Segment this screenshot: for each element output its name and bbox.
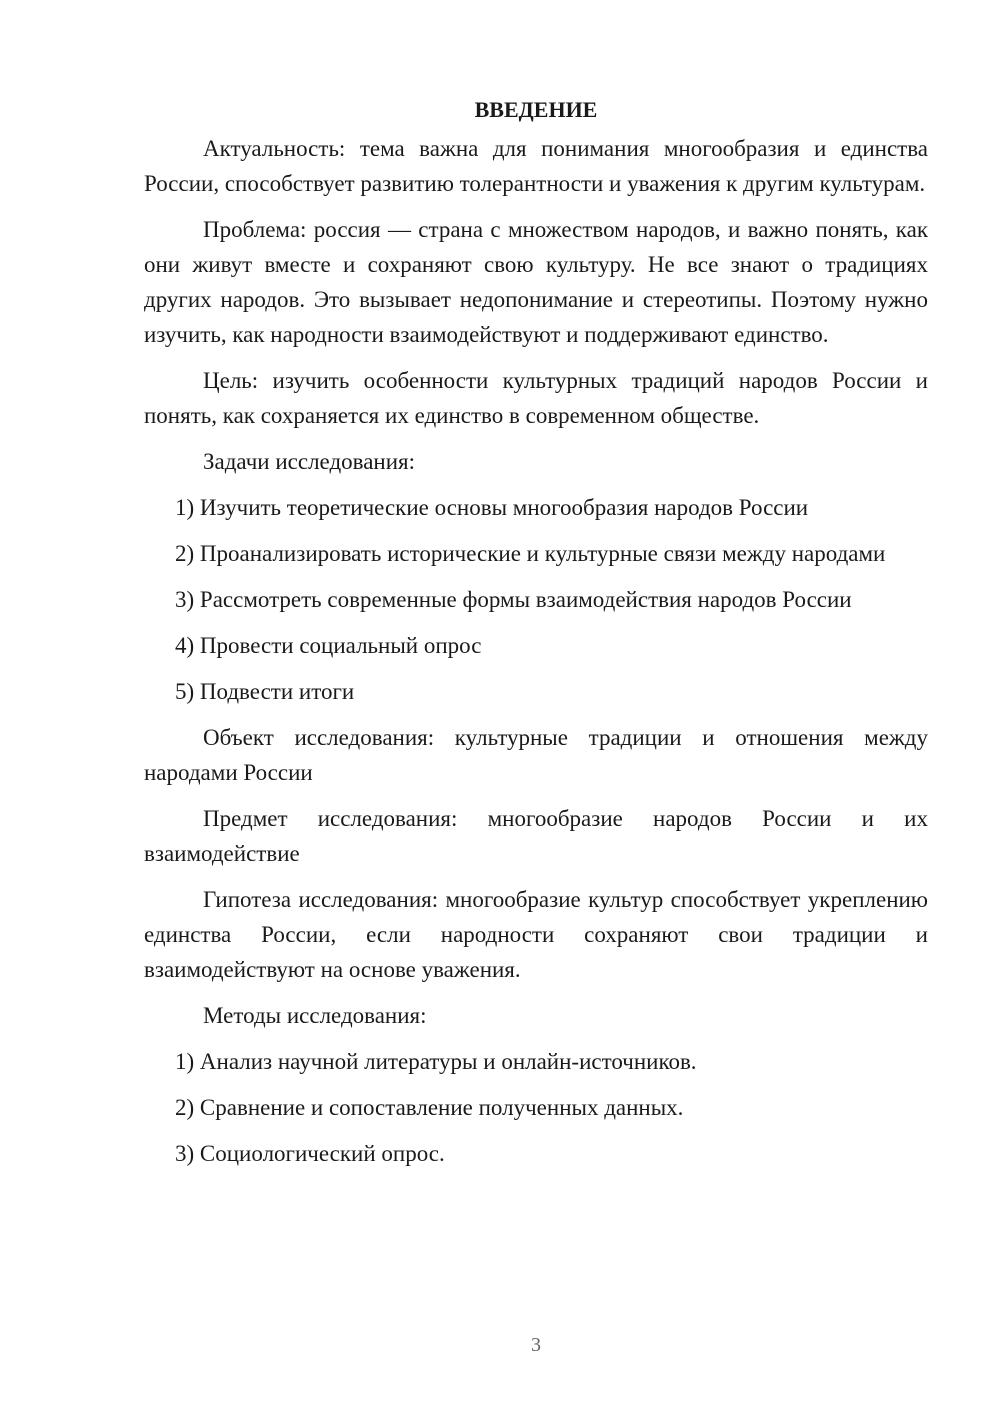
task-item-4: 4) Провести социальный опрос (175, 633, 482, 658)
hypothesis-paragraph: Гипотеза исследования: многообразие культур способствует укреплению единства России, если народности сохраняют свои традиции и взаимодействуют на основе уважения. (144, 887, 928, 982)
relevance-paragraph: Актуальность: тема важна для понимания многообразия и единства России, способствует развитию толерантности и уважения к другим культурам. (144, 136, 928, 196)
task-item-5: 5) Подвести итоги (175, 679, 355, 704)
object-paragraph: Объект исследования: культурные традиции и отношения между народами России (144, 725, 928, 785)
method-item-3: 3) Социологический опрос. (175, 1141, 445, 1166)
document-body (144, 92, 928, 1182)
task-item-3: 3) Рассмотреть современные формы взаимодействия народов России (175, 587, 852, 612)
page-number: 3 (531, 1334, 541, 1356)
subject-paragraph: Предмет исследования: многообразие народов России и их взаимодействие (144, 806, 928, 866)
goal-paragraph: Цель: изучить особенности культурных традиций народов России и понять, как сохраняется их единство в современном обществе. (144, 368, 928, 428)
methods-heading: Методы исследования: (203, 1003, 427, 1028)
method-item-2: 2) Сравнение и сопоставление полученных данных. (175, 1095, 684, 1120)
task-item-2: 2) Проанализировать исторические и культурные связи между народами (175, 541, 886, 566)
problem-paragraph: Проблема: россия — страна с множеством народов, и важно понять, как они живут вместе и сохраняют свою культуру. Не все знают о традициях других народов. Это вызывает недопонимание и стереотипы. Поэтому нужно изучить, как народности взаимодействуют и поддерживают единство. (144, 217, 928, 347)
task-item-1: 1) Изучить теоретические основы многообразия народов России (175, 495, 809, 520)
section-title: ВВЕДЕНИЕ (474, 97, 598, 122)
method-item-1: 1) Анализ научной литературы и онлайн-источников. (175, 1049, 697, 1074)
tasks-heading: Задачи исследования: (203, 449, 416, 474)
